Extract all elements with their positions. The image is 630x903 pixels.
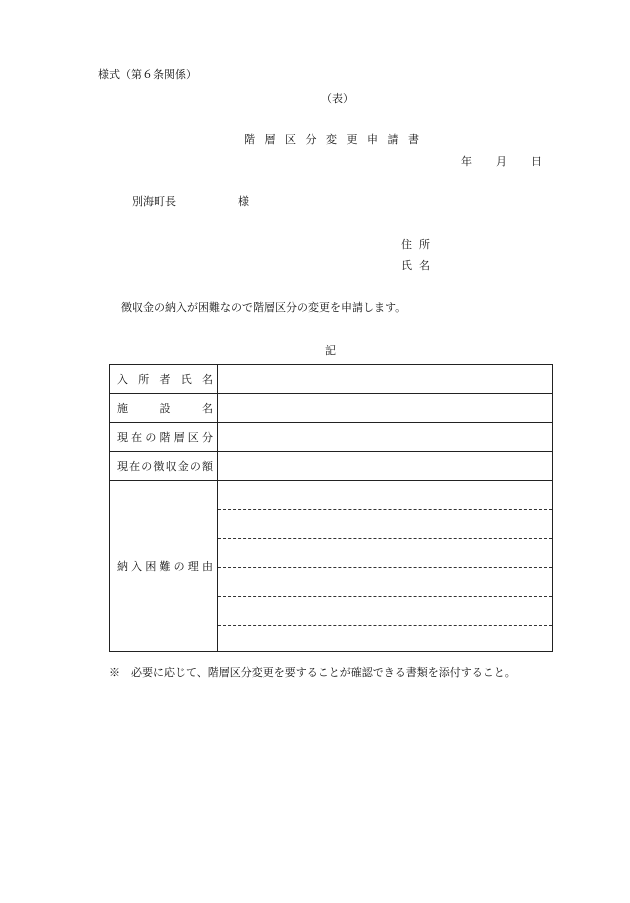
label-char: 者 — [159, 373, 171, 386]
label-char: 階 — [159, 431, 171, 444]
label-char: 在 — [131, 431, 143, 444]
label-char: 徴 — [153, 460, 165, 473]
row-label-current-tier — [110, 423, 218, 451]
label-char: 分 — [201, 431, 213, 444]
date-month-label: 月 — [496, 155, 507, 168]
label-char: 入 — [117, 373, 128, 386]
facility-name-field[interactable] — [218, 394, 552, 422]
current-tier-field[interactable] — [218, 423, 552, 451]
title-char: 変 — [326, 133, 347, 146]
label-char: 収 — [165, 460, 177, 473]
label-char: 納 — [117, 560, 128, 573]
title-char: 更 — [346, 133, 367, 146]
title-char: 階 — [244, 133, 265, 146]
form-number-label: 様式（第６条関係） — [98, 68, 197, 81]
addressee-name: 別海町長 — [132, 195, 176, 208]
label-char: の — [141, 460, 153, 473]
date-day-label: 日 — [531, 155, 542, 168]
label-char: 名 — [202, 373, 213, 386]
table-row — [110, 365, 552, 394]
application-statement: 徴収金の納入が困難なので階層区分の変更を申請します。 — [121, 301, 407, 314]
label-char: 氏 — [180, 373, 192, 386]
reason-line-4[interactable] — [218, 596, 552, 597]
current-fee-field[interactable] — [218, 452, 552, 480]
label-char: 額 — [201, 460, 213, 473]
title-char: 分 — [305, 133, 326, 146]
label-char: 所 — [138, 373, 150, 386]
reason-row — [110, 481, 552, 651]
label-char: 由 — [201, 560, 213, 573]
label-char: 難 — [159, 560, 171, 573]
label-char: 入 — [131, 560, 143, 573]
applicant-name-label: 氏名 — [401, 259, 437, 272]
reason-line-1[interactable] — [218, 509, 552, 510]
reason-line-2[interactable] — [218, 538, 552, 539]
row-label-reason — [110, 481, 218, 651]
record-table — [109, 364, 553, 652]
row-label-resident-name — [110, 365, 218, 393]
label-char: 層 — [173, 431, 185, 444]
label-char: の — [173, 560, 185, 573]
title-char: 書 — [408, 133, 429, 146]
applicant-address-label: 住所 — [401, 238, 437, 251]
title-char: 区 — [285, 133, 306, 146]
label-char: の — [145, 431, 157, 444]
label-char: 施 — [117, 402, 128, 415]
reason-line-3[interactable] — [218, 567, 552, 568]
addressee-honorific: 様 — [238, 195, 249, 208]
side-indicator-label: （表） — [321, 92, 354, 105]
document-title — [244, 131, 429, 147]
title-char: 申 — [367, 133, 388, 146]
label-char: 区 — [187, 431, 199, 444]
row-label-facility-name — [110, 394, 218, 422]
table-row — [110, 452, 552, 481]
title-char: 層 — [264, 133, 285, 146]
label-char: 在 — [129, 460, 141, 473]
date-year-label: 年 — [461, 155, 472, 168]
record-heading: 記 — [325, 344, 336, 357]
label-char: の — [189, 460, 201, 473]
table-row — [110, 394, 552, 423]
label-char: 理 — [187, 560, 199, 573]
label-char: 設 — [159, 402, 171, 415]
resident-name-field[interactable] — [218, 365, 552, 393]
footnote: ※ 必要に応じて、階層区分変更を要することが確認できる書類を添付すること。 — [109, 666, 516, 679]
label-char: 名 — [202, 402, 213, 415]
row-label-current-fee — [110, 452, 218, 480]
label-char: 現 — [117, 431, 128, 444]
reason-line-5[interactable] — [218, 625, 552, 626]
title-char: 請 — [387, 133, 408, 146]
table-row — [110, 423, 552, 452]
label-char: 現 — [117, 460, 128, 473]
label-char: 金 — [177, 460, 189, 473]
label-char: 困 — [145, 560, 157, 573]
